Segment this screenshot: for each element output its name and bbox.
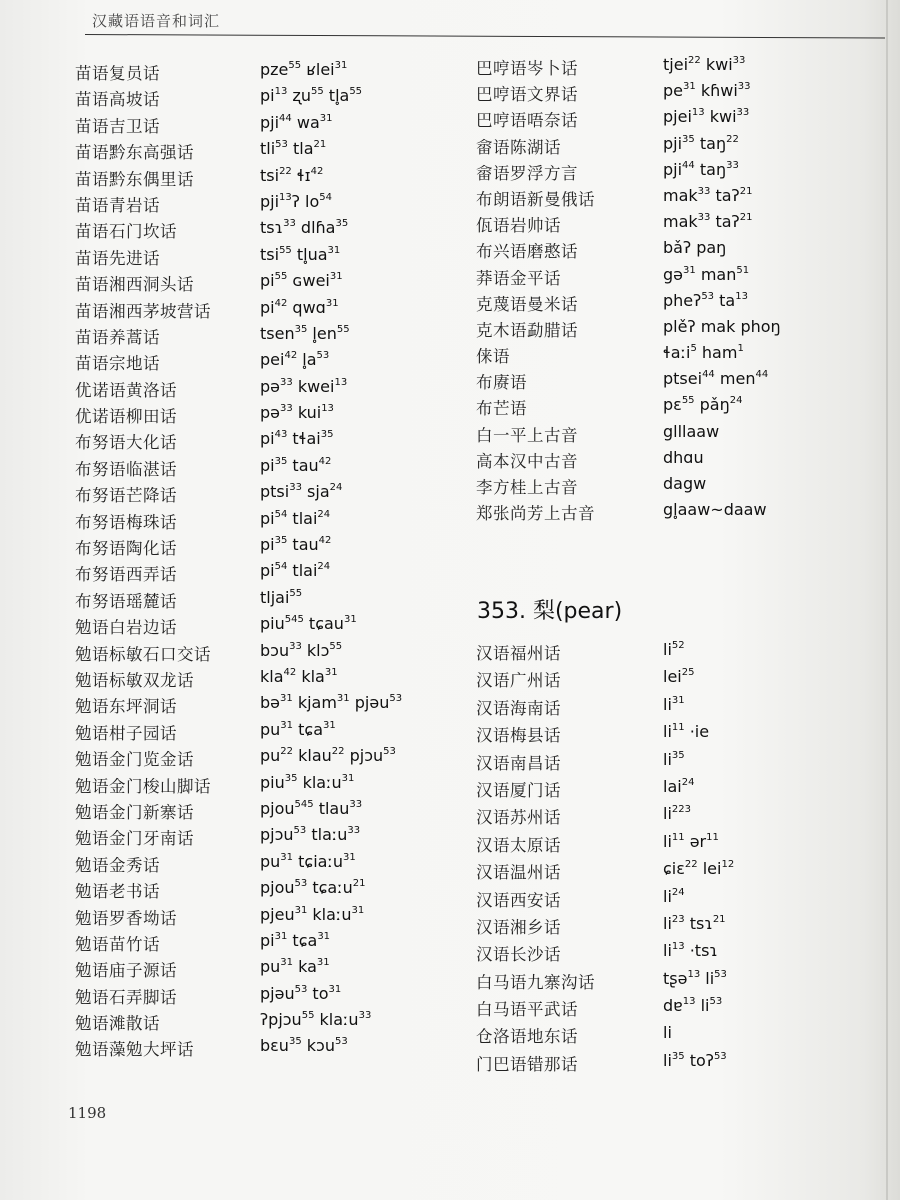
phonetic-form: tljai$^{55}$ [260,587,303,607]
left-column [75,60,455,1063]
entry-row [75,1010,455,1036]
language-name: 优诺语柳田话 [75,407,177,427]
phonetic-form: $pi^{13}$ ʐu$^{55}$ $tl̥a^{55}$ [260,86,363,106]
phonetic-form: $pi^{55}$ ɢwei$^{31}$ [260,271,343,291]
phonetic-form: pjəu$^{53}$ $to^{31}$ [260,983,342,1003]
entry-row [476,395,876,421]
phonetic-form: $li^{31}$ [663,694,685,714]
phonetic-form: $li^{13}$ ·tsɿ [663,941,718,961]
language-name: 汉语太原话 [476,835,561,855]
phonetic-form: bə$^{31}$ kjam$^{31}$ pjəu$^{53}$ [260,693,403,713]
language-name: 布兴语磨憨话 [476,242,578,262]
language-name: 汉语海南话 [476,698,561,718]
language-name: 苗语养蒿话 [75,327,160,347]
entry-row [75,641,455,667]
phonetic-form: ɬaːi$^5$ ham$^1$ [663,343,744,363]
language-name: 苗语湘西茅坡营话 [75,301,211,321]
entry-row [476,500,876,526]
entry-row [75,588,455,614]
language-name: 巴哼语岑卜话 [476,59,578,78]
phonetic-form: pjei$^{13}$ kwi$^{33}$ [663,107,750,127]
entry-row [75,984,455,1010]
phonetic-form: ptsei$^{44}$ men$^{44}$ [663,369,769,389]
language-name: 汉语湘乡话 [476,917,561,937]
entry-row [476,941,876,968]
entry-row [75,298,455,324]
language-name: 布努语西弄话 [75,565,177,585]
phonetic-form: mak$^{33}$ taʔ$^{21}$ [663,185,753,205]
entry-row [75,139,455,165]
language-name: 苗语黔东高强话 [75,143,194,163]
language-name: 勉语苗竹话 [75,934,160,954]
entry-row [75,957,455,983]
language-name: 布努语大化话 [75,433,177,453]
language-name: 苗语先进话 [75,248,160,268]
entry-row [75,245,455,271]
phonetic-form: piu$^{35}$ klaːu$^{31}$ [260,772,355,792]
entry-row [75,192,455,218]
language-name: 勉语白岩边话 [75,618,177,638]
phonetic-form: piu$^{545}$ tɕau$^{31}$ [260,614,357,634]
language-name: 汉语西安话 [476,890,561,910]
language-name: 苗语石门坎话 [75,222,177,242]
entry-row [75,878,455,904]
phonetic-form: li [663,1023,672,1043]
language-name: 汉语长沙话 [476,945,561,965]
language-name: 勉语庙子源话 [75,961,177,981]
language-name: 勉语金门梭山脚话 [75,776,211,796]
language-name: 布赓语 [476,373,527,393]
entry-row [476,369,876,395]
phonetic-form: $li^{24}$ [663,886,685,906]
entry-row [476,914,876,941]
phonetic-form: $pe^{31}$ kɦwi$^{33}$ [663,81,751,101]
language-name: 布努语芒降话 [75,486,177,506]
entry-row [75,377,455,403]
language-name: 苗语黔东偶里话 [75,169,194,189]
phonetic-form: tʂə$^{13}$ $li^{53}$ [663,968,727,988]
entry-row [75,561,455,587]
entry-row [476,996,876,1023]
phonetic-form: pji$^{35}$ taŋ$^{22}$ [663,133,739,153]
entry-row [476,750,876,777]
language-name: 苗语湘西洞头话 [75,275,194,295]
entry-row [476,667,876,694]
language-name: 布芒语 [476,399,527,419]
entry-row [75,746,455,772]
phonetic-form: $li^{35}$ [663,749,685,769]
entry-row [75,113,455,139]
entry-row [476,291,876,317]
language-name: 勉语金门牙南话 [75,829,194,849]
entry-row [476,804,876,831]
language-name: 勉语东坪洞话 [75,697,177,717]
phonetic-form: pə$^{33}$ kui$^{13}$ [260,403,334,423]
entry-row [75,825,455,851]
phonetic-form: pji$^{44}$ taŋ$^{33}$ [663,159,739,179]
entry-row [476,107,876,133]
language-name: 苗语吉卫话 [75,116,160,136]
phonetic-form: pɛ$^{55}$ pǎŋ$^{24}$ [663,395,743,415]
language-name: 畲语陈湖话 [476,137,561,157]
entry-row [75,799,455,825]
phonetic-form: pheʔ$^{53}$ $ta^{13}$ [663,290,748,310]
language-name: 优诺语黄洛话 [75,380,177,400]
language-name: 布努语瑶麓话 [75,591,177,611]
entry-row [75,773,455,799]
entry-row [476,832,876,859]
language-name: 郑张尚芳上古音 [476,504,595,524]
language-name: 白马语九寨沟话 [476,972,595,992]
entry-row [75,429,455,455]
phonetic-form: pjɔu$^{53}$ tlaːu$^{33}$ [260,825,361,845]
phonetic-form: pə$^{33}$ kwei$^{13}$ [260,376,348,396]
language-name: 白马语平武话 [476,1000,578,1020]
language-name: 门巴语错那话 [476,1054,578,1074]
phonetic-form: gə$^{31}$ man$^{51}$ [663,264,750,284]
entry-row [476,859,876,886]
language-name: 汉语福州话 [476,644,561,663]
entry-row [75,350,455,376]
entry-row [476,969,876,996]
language-name: 布朗语新曼俄话 [476,189,595,209]
phonetic-form: $pi^{31}$ tɕa$^{31}$ [260,930,331,950]
language-name: 莽语金平话 [476,268,561,288]
phonetic-form: $pi^{54}$ tlai$^{24}$ [260,508,331,528]
phonetic-form: $pi^{35}$ tau$^{42}$ [260,455,332,475]
entry-row [75,271,455,297]
language-name: 勉语标敏双龙话 [75,670,194,690]
language-name: 巴哼语唔奈话 [476,111,578,131]
phonetic-form: $pi^{43}$ tɬai$^{35}$ [260,429,334,449]
language-name: 勉语柑子园话 [75,723,177,743]
section-entries [476,640,876,1078]
language-name: 克木语勐腊话 [476,320,578,340]
entry-row [476,448,876,474]
language-name: 布努语陶化话 [75,539,177,559]
language-name: 克蔑语曼米话 [476,294,578,314]
phonetic-form: $li^{23}$ tsɿ$^{21}$ [663,913,726,933]
language-name: 汉语南昌话 [476,753,561,773]
phonetic-form: $pi^{54}$ tlai$^{24}$ [260,561,331,581]
language-name: 白一平上古音 [476,425,578,445]
phonetic-form: $pu^{22}$ klau$^{22}$ pjɔu$^{53}$ [260,746,396,766]
language-name: 勉语藻勉大坪话 [75,1040,194,1060]
entry-row [476,422,876,448]
phonetic-form: lai$^{24}$ [663,776,695,796]
phonetic-form: dɐ$^{13}$ $li^{53}$ [663,996,723,1016]
entry-row [476,343,876,369]
language-name: 高本汉中古音 [476,451,578,471]
language-name: 仓洛语地东话 [476,1027,578,1047]
entry-row [75,667,455,693]
entry-row [476,695,876,722]
entry-row [476,134,876,160]
entry-row [75,931,455,957]
language-name: 苗语复员话 [75,64,160,83]
section-title: 353. 梨(pear) [477,599,623,624]
entry-row [75,403,455,429]
language-name: 勉语石弄脚话 [75,987,177,1007]
phonetic-form: $li^{11} \cdot ie$ [663,722,710,742]
phonetic-form: tsi$^{55}$ $tl̥ua^{31}$ [260,244,341,264]
phonetic-form: kla$^{42}$ kla$^{31}$ [260,666,338,686]
entry-row [75,720,455,746]
language-name: 勉语金秀话 [75,855,160,875]
phonetic-form: tli$^{53}$ tla$^{21}$ [260,139,327,159]
phonetic-form: pei$^{42}$ $l̥a^{53}$ [260,350,330,370]
language-name: 苗语宗地话 [75,354,160,374]
entry-row [75,905,455,931]
entry-row [75,509,455,535]
entry-row [476,1023,876,1050]
phonetic-form: lei$^{25}$ [663,667,695,687]
phonetic-form: glllaaw [663,421,720,441]
phonetic-form: dhɑu [663,447,704,467]
entry-row [75,482,455,508]
phonetic-form: tsen$^{35}$ $l̥en^{55}$ [260,323,350,343]
phonetic-form: bɔu$^{33}$ klɔ$^{55}$ [260,640,343,660]
entry-row [75,456,455,482]
language-name: 巴哼语文界话 [476,85,578,105]
phonetic-form: $pi^{35}$ tau$^{42}$ [260,535,332,555]
language-name: 李方桂上古音 [476,478,578,497]
language-name: 勉语老书话 [75,882,160,902]
entry-row [75,166,455,192]
entry-row [476,160,876,186]
phonetic-form: tsɿ$^{33}$ dlɦa$^{35}$ [260,218,349,238]
entry-row [75,614,455,640]
phonetic-form: dagw [663,474,707,493]
phonetic-form: pjou$^{545}$ tlau$^{33}$ [260,798,363,818]
language-name: 布努语梅珠话 [75,512,177,532]
language-name: 勉语金门新寨话 [75,802,194,822]
entry-row [476,887,876,914]
phonetic-form: $pu^{31}$ tɕiaːu$^{31}$ [260,851,356,871]
entry-row [476,212,876,238]
entry-row [75,693,455,719]
entry-row [476,777,876,804]
phonetic-form: $li^{11}$ ər$^{11}$ [663,831,719,851]
entry-row [75,324,455,350]
language-name: 汉语苏州话 [476,808,561,828]
page-number: 1198 [68,1104,107,1122]
phonetic-form: ʔpjɔu$^{55}$ klaːu$^{33}$ [260,1010,372,1030]
phonetic-form: bǎʔ paŋ [663,238,727,258]
phonetic-form: $pi^{42}$ qwɑ$^{31}$ [260,297,339,317]
language-name: 勉语金门览金话 [75,750,194,770]
entry-row [476,81,876,107]
language-name: 勉语标敏石口交话 [75,644,211,664]
entry-row [476,186,876,212]
entry-row [476,722,876,749]
entry-row [476,265,876,291]
entry-row [476,238,876,264]
phonetic-form: pjou$^{53}$ tɕaːu$^{21}$ [260,878,366,898]
language-name: 汉语广州话 [476,671,561,691]
entry-row [476,640,876,667]
entry-row [75,852,455,878]
phonetic-form: bɛu$^{35}$ kɔu$^{53}$ [260,1036,348,1056]
entry-row [75,86,455,112]
language-name: 苗语高坡话 [75,90,160,110]
entry-row [75,1036,455,1062]
running-head: 汉藏语语音和词汇 [92,12,221,30]
language-name: 畲语罗浮方言 [476,163,578,183]
phonetic-form: pji$^{44}$ $wa^{31}$ [260,112,333,132]
phonetic-form: plěʔ mak phoŋ [663,316,781,336]
language-name: 苗语青岩话 [75,195,160,215]
page-edge-shadow [886,0,888,1200]
right-column [476,55,876,526]
entry-row [75,60,455,86]
phonetic-form: gl̥aaw~daaw [663,500,767,520]
entry-row [476,55,876,81]
phonetic-form: tjei$^{22}$ kwi$^{33}$ [663,55,746,74]
entry-row [75,535,455,561]
entry-row [476,317,876,343]
phonetic-form: $li^{52}$ [663,640,685,659]
phonetic-form: $li^{223}$ [663,804,691,824]
language-name: 勉语罗香坳话 [75,908,177,928]
language-name: 布努语临湛话 [75,459,177,479]
language-name: 汉语梅县话 [476,726,561,746]
phonetic-form: tsi$^{22}$ ɬɪ$^{42}$ [260,165,324,185]
phonetic-form: pji$^{13}$ʔ $lo^{54}$ [260,191,332,211]
phonetic-form: $pu^{31}$ $ka^{31}$ [260,957,330,977]
language-name: 汉语厦门话 [476,780,561,800]
language-name: 佤语岩帅话 [476,216,561,236]
language-name: 汉语温州话 [476,863,561,883]
entry-row [75,218,455,244]
phonetic-form: ptsi$^{33}$ sja$^{24}$ [260,482,343,502]
language-name: 勉语滩散话 [75,1014,160,1034]
language-name: 俫语 [476,347,510,367]
phonetic-form: ɕiɛ$^{22}$ lei$^{12}$ [663,859,735,879]
phonetic-form: mak$^{33}$ taʔ$^{21}$ [663,212,753,232]
phonetic-form: $li^{35}$ toʔ$^{53}$ [663,1050,727,1070]
phonetic-form: pjeu$^{31}$ klaːu$^{31}$ [260,904,365,924]
phonetic-form: $pu^{31}$ tɕa$^{31}$ [260,719,336,739]
entry-row [476,474,876,500]
entry-row [476,1051,876,1078]
phonetic-form: pze$^{55}$ ʁlei$^{31}$ [260,60,348,79]
